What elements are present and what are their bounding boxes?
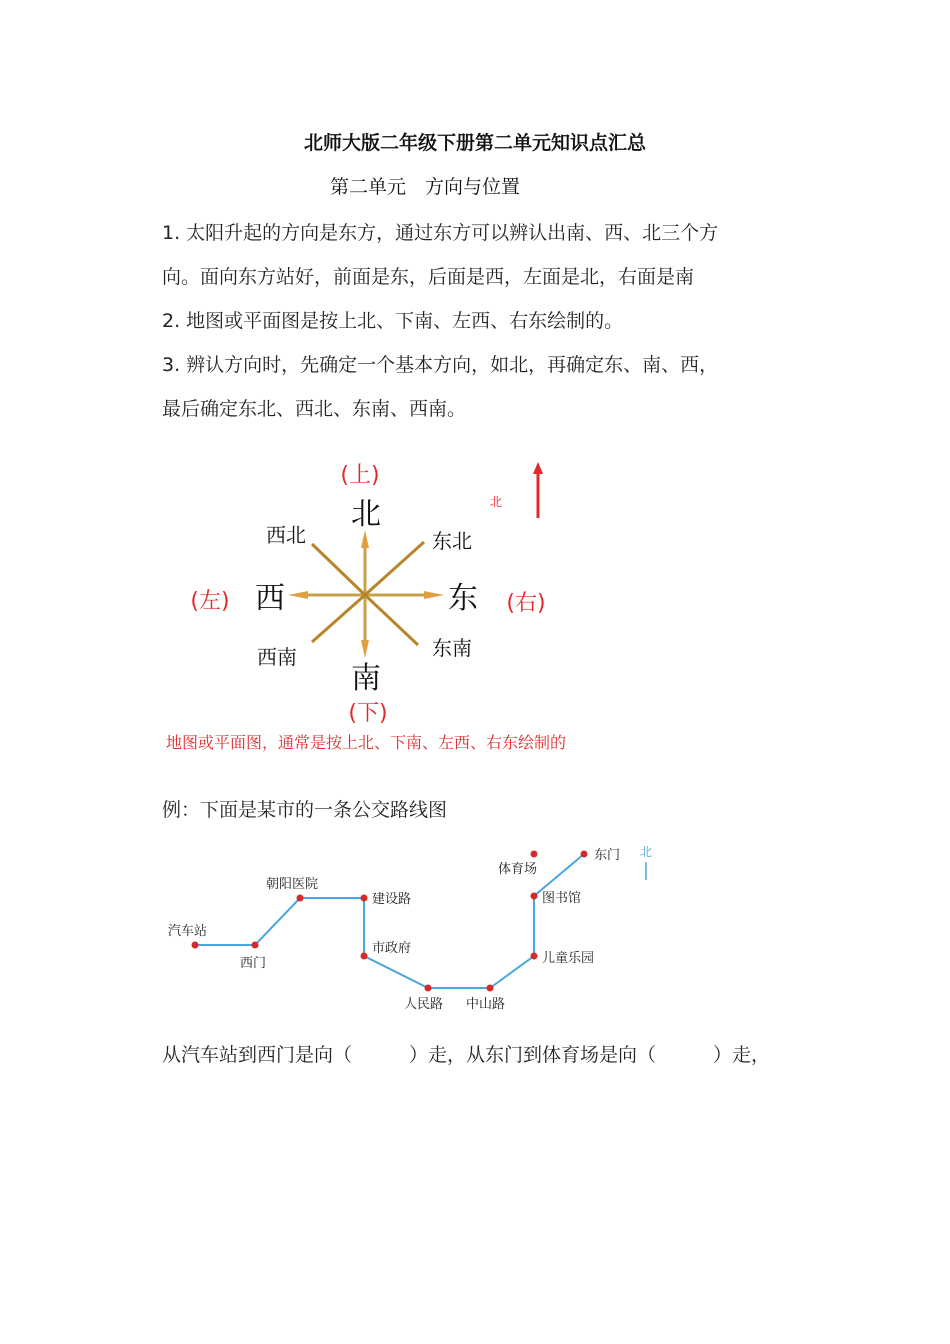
stop-marker-childrens-park <box>531 953 538 960</box>
stop-marker-zhongshan-road <box>487 985 494 992</box>
question-text: 从汽车站到西门是向（ ）走，从东门到体育场是向（ ）走， <box>162 1044 771 1066</box>
stop-marker-jianshe-road <box>361 895 368 902</box>
label-south: 南 <box>351 661 381 696</box>
arrow-southeast <box>365 595 418 645</box>
arrow-west-head <box>288 591 308 599</box>
paragraph-1-line-2: 向。面向东方站好，前面是东，后面是西，左面是北，右面是南 <box>162 266 695 288</box>
stop-marker-city-hall <box>361 953 368 960</box>
stop-marker-chaoyang-hospital <box>297 895 304 902</box>
label-up: (上) <box>340 463 380 488</box>
label-southwest: 西南 <box>257 645 297 669</box>
paragraph-3-line-1: 3. 辨认方向时，先确定一个基本方向，如北，再确定东、南、西， <box>162 354 719 376</box>
label-southeast: 东南 <box>432 636 472 660</box>
stop-label-city-hall: 市政府 <box>372 941 412 956</box>
label-north: 北 <box>351 497 381 532</box>
arrow-south-head <box>361 640 369 658</box>
label-northeast: 东北 <box>432 529 472 553</box>
stop-marker-east-gate <box>581 851 588 858</box>
label-west: 西 <box>255 581 285 616</box>
compass-arrows <box>288 530 444 658</box>
stop-label-bus-station: 汽车站 <box>168 924 208 939</box>
unit-title: 第二单元 方向与位置 <box>330 176 521 198</box>
stop-label-childrens-park: 儿童乐园 <box>542 951 595 966</box>
compass-diagram <box>160 450 580 730</box>
stop-label-chaoyang-hospital: 朝阳医院 <box>266 877 319 892</box>
arrow-northeast <box>365 542 424 595</box>
stop-label-stadium: 体育场 <box>498 862 538 877</box>
arrow-southwest <box>312 595 365 642</box>
stop-label-east-gate: 东门 <box>594 848 621 863</box>
example-intro: 例：下面是某市的一条公交路线图 <box>162 799 448 821</box>
bus-route-map <box>160 840 680 1020</box>
document-title: 北师大版二年级下册第二单元知识点汇总 <box>303 132 646 154</box>
stop-label-zhongshan-road: 中山路 <box>466 997 506 1012</box>
arrow-north-head <box>361 530 369 548</box>
label-northwest: 西北 <box>266 523 306 547</box>
stop-marker-stadium <box>531 851 538 858</box>
label-left: (左) <box>190 589 230 614</box>
north-marker-label: 北 <box>489 495 503 509</box>
paragraph-2: 2. 地图或平面图是按上北、下南、左西、右东绘制的。 <box>162 310 624 332</box>
stop-label-library: 图书馆 <box>542 891 582 906</box>
stop-marker-library <box>531 893 538 900</box>
arrow-northwest <box>312 544 365 595</box>
map-note: 地图或平面图，通常是按上北、下南、左西、右东绘制的 <box>166 733 567 752</box>
stop-label-west-gate: 西门 <box>240 956 267 971</box>
north-marker-arrow-head <box>533 462 543 474</box>
paragraph-1-line-1: 1. 太阳升起的方向是东方，通过东方可以辨认出南、西、北三个方 <box>162 222 719 244</box>
label-east: 东 <box>448 581 478 616</box>
route-north-label: 北 <box>639 845 653 859</box>
label-down: (下) <box>348 701 388 726</box>
stop-marker-renmin-road <box>425 985 432 992</box>
paragraph-3-line-2: 最后确定东北、西北、东南、西南。 <box>162 398 467 420</box>
stop-label-renmin-road: 人民路 <box>404 997 444 1012</box>
stop-label-jianshe-road: 建设路 <box>372 892 412 907</box>
stop-marker-bus-station <box>192 942 199 949</box>
label-right: (右) <box>506 591 546 616</box>
stop-marker-west-gate <box>252 942 259 949</box>
arrow-east-head <box>424 591 444 599</box>
